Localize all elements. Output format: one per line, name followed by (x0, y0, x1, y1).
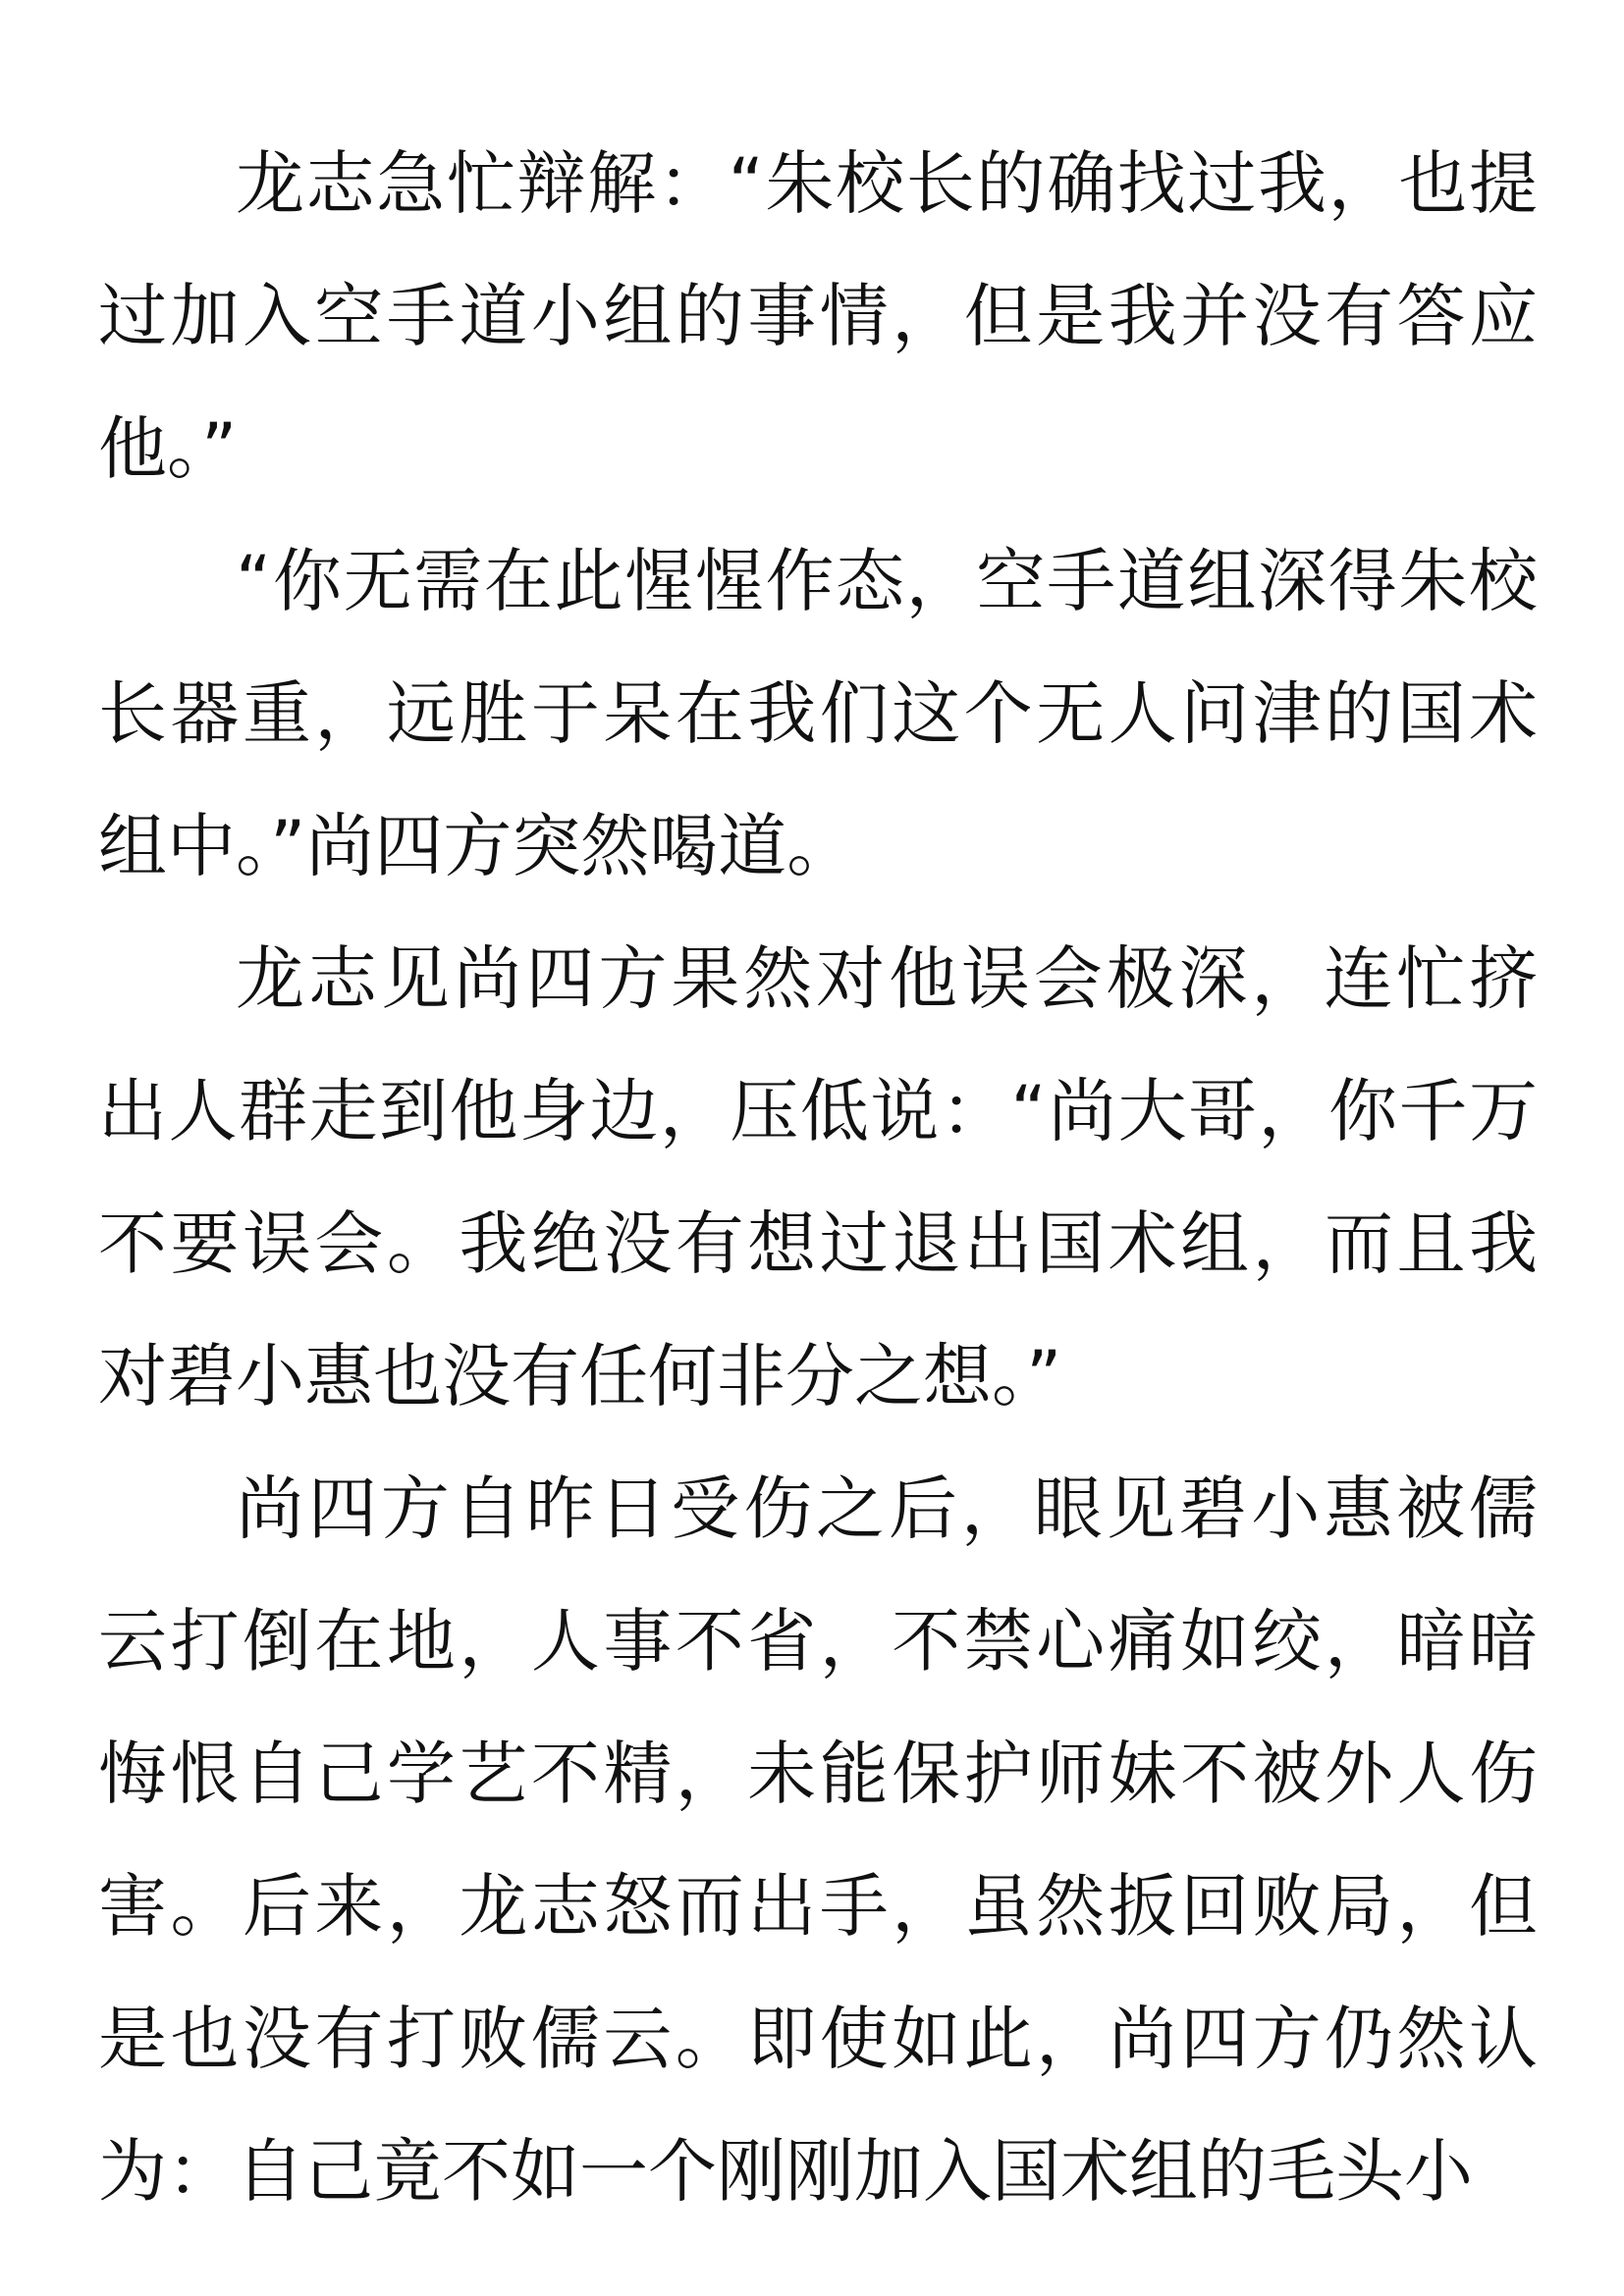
body-text (98, 118, 1538, 2238)
paragraph-4: 尚四方自昨日受伤之后，眼见碧小惠被儒云打倒在地，人事不省，不禁心痛如绞，暗暗悔恨自己学艺不精，未能保护师妹不被外人伤害。后来，龙志怒而出手，虽然扳回败局，但是也没有打败儒云。即使如此，尚四方仍然认为：自己竟不如一个刚刚加入国术组的毛头小 (98, 1468, 1538, 2212)
paragraph-2: “你无需在此惺惺作态，空手道组深得朱校长器重，远胜于呆在我们这个无人问津的国术组中。”尚四方突然喝道。 (98, 541, 1538, 886)
paragraph-3: 龙志见尚四方果然对他误会极深，连忙挤出人群走到他身边，压低说：“尚大哥，你千万不要误会。我绝没有想过退出国术组，而且我对碧小惠也没有任何非分之想。” (98, 938, 1538, 1416)
paragraph-1: 龙志急忙辩解：“朱校长的确找过我，也提过加入空手道小组的事情，但是我并没有答应他。” (98, 143, 1538, 489)
